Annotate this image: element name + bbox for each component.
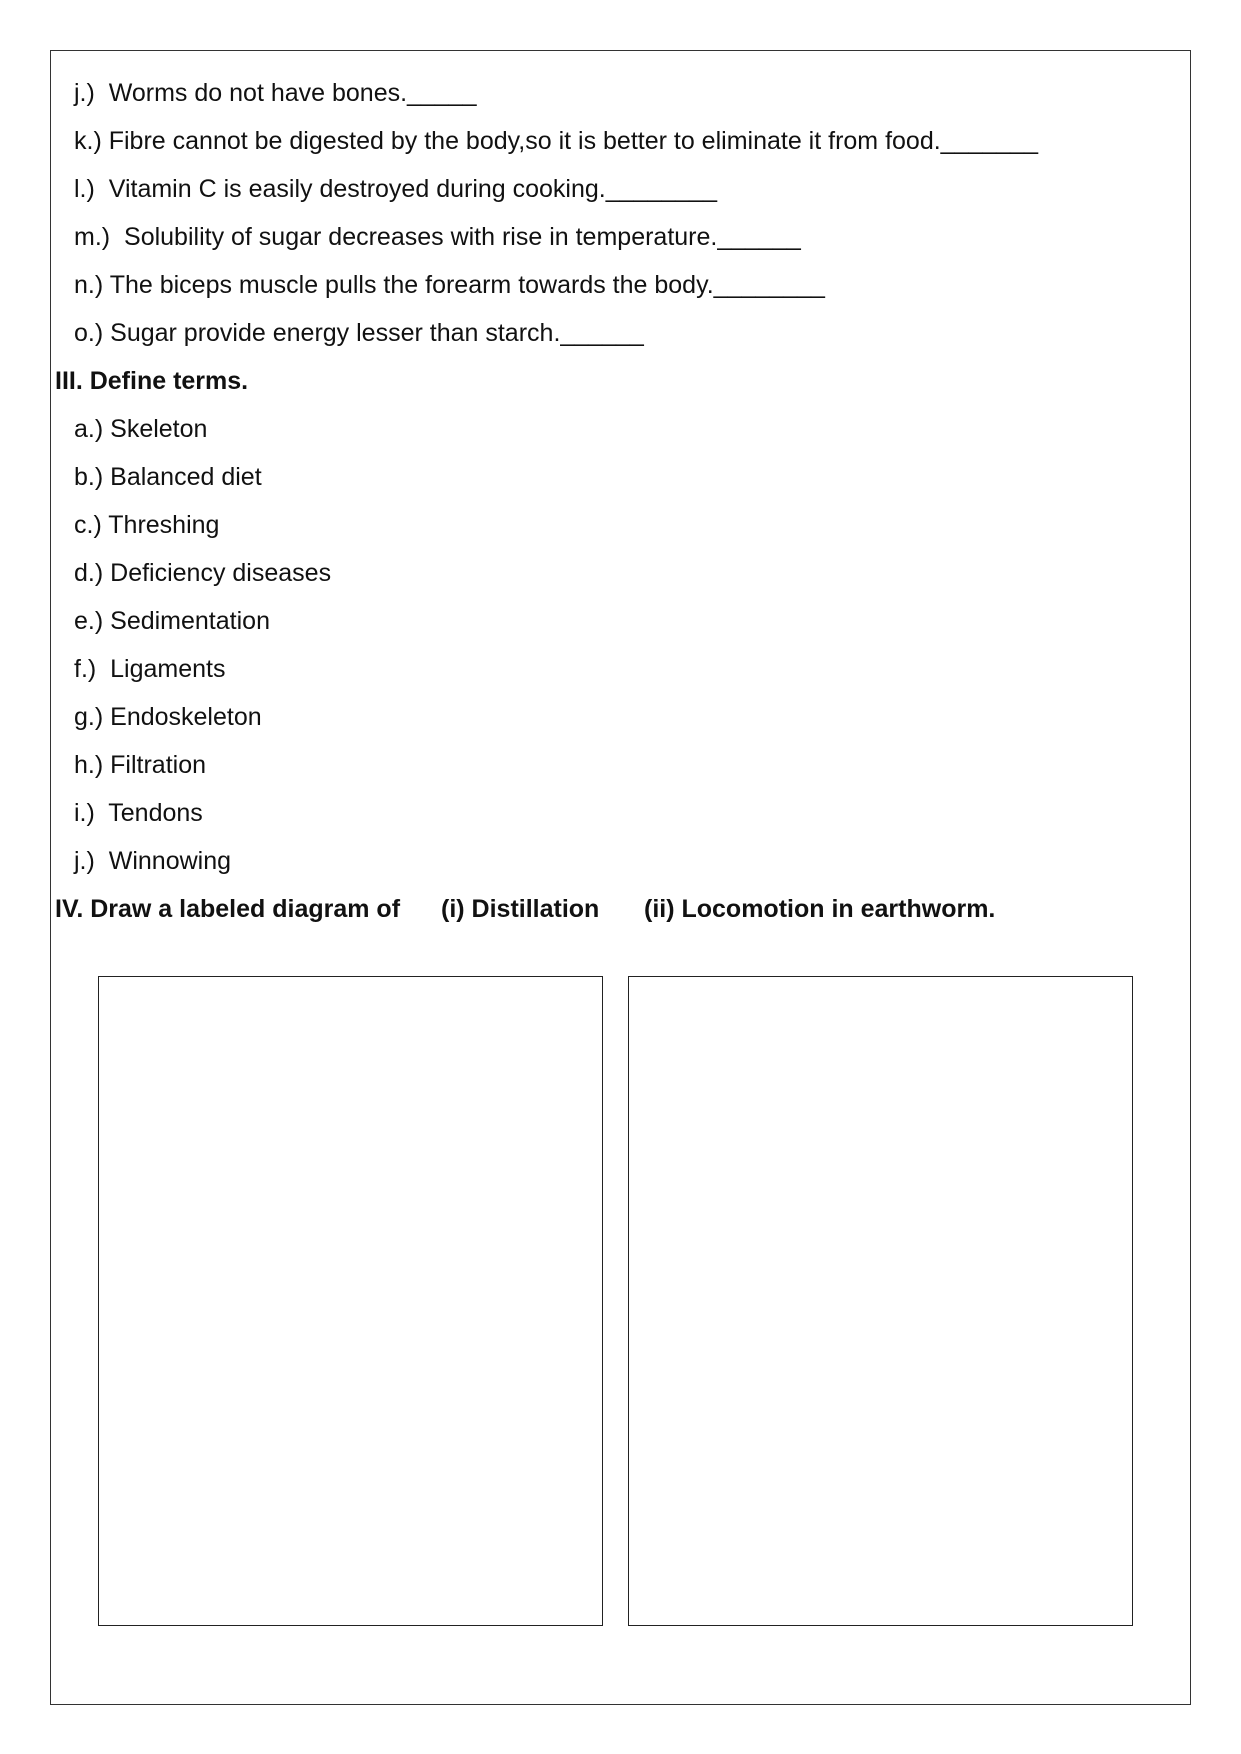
item-text: Sugar provide energy lesser than starch.______	[110, 319, 644, 347]
section-four-part-two: (ii) Locomotion in earthworm.	[644, 895, 996, 923]
term-label: f.)	[74, 655, 97, 683]
item-text: The biceps muscle pulls the forearm towards the body.________	[109, 271, 825, 299]
item-text: Solubility of sugar decreases with rise in temperature.______	[124, 223, 801, 251]
term-label: g.)	[74, 703, 104, 731]
item-label: l.)	[74, 175, 95, 203]
term-item-i	[74, 798, 203, 828]
section-four-heading	[55, 894, 1155, 924]
term-label: d.)	[74, 559, 104, 587]
item-label: n.)	[74, 271, 104, 299]
term-text: Endoskeleton	[110, 703, 262, 731]
term-label: i.)	[74, 799, 95, 827]
question-item-j	[74, 78, 477, 108]
question-item-m	[74, 222, 801, 252]
item-text: Fibre cannot be digested by the body,so it is better to eliminate it from food._______	[108, 127, 1038, 155]
section-four-instruction: IV. Draw a labeled diagram of	[55, 895, 401, 923]
term-label: b.)	[74, 463, 104, 491]
item-label: m.)	[74, 223, 111, 251]
term-text: Deficiency diseases	[110, 559, 332, 587]
term-item-d	[74, 558, 331, 588]
term-item-e	[74, 606, 270, 636]
earthworm-locomotion-drawing-box[interactable]	[628, 976, 1133, 1626]
question-item-k	[74, 126, 1038, 156]
term-item-h	[74, 750, 206, 780]
term-text: Threshing	[108, 511, 220, 539]
term-text: Tendons	[108, 799, 203, 827]
item-text: Vitamin C is easily destroyed during cooking.________	[108, 175, 717, 203]
term-text: Balanced diet	[110, 463, 262, 491]
question-item-l	[74, 174, 717, 204]
term-text: Winnowing	[108, 847, 232, 875]
term-item-f	[74, 654, 225, 684]
term-label: e.)	[74, 607, 104, 635]
term-item-b	[74, 462, 262, 492]
term-text: Skeleton	[110, 415, 208, 443]
term-text: Sedimentation	[110, 607, 270, 635]
item-text: Worms do not have bones._____	[108, 79, 477, 107]
term-label: c.)	[74, 511, 102, 539]
term-label: j.)	[74, 847, 95, 875]
question-item-n	[74, 270, 825, 300]
term-label: h.)	[74, 751, 104, 779]
distillation-drawing-box[interactable]	[98, 976, 603, 1626]
term-text: Ligaments	[110, 655, 226, 683]
term-label: a.)	[74, 415, 104, 443]
term-item-a	[74, 414, 207, 444]
section-three-heading: III. Define terms.	[55, 367, 249, 395]
term-item-g	[74, 702, 262, 732]
item-label: k.)	[74, 127, 102, 155]
question-item-o	[74, 318, 644, 348]
section-four-part-one: (i) Distillation	[441, 895, 600, 923]
item-label: j.)	[74, 79, 95, 107]
term-text: Filtration	[110, 751, 207, 779]
item-label: o.)	[74, 319, 104, 347]
term-item-j	[74, 846, 231, 876]
term-item-c	[74, 510, 219, 540]
